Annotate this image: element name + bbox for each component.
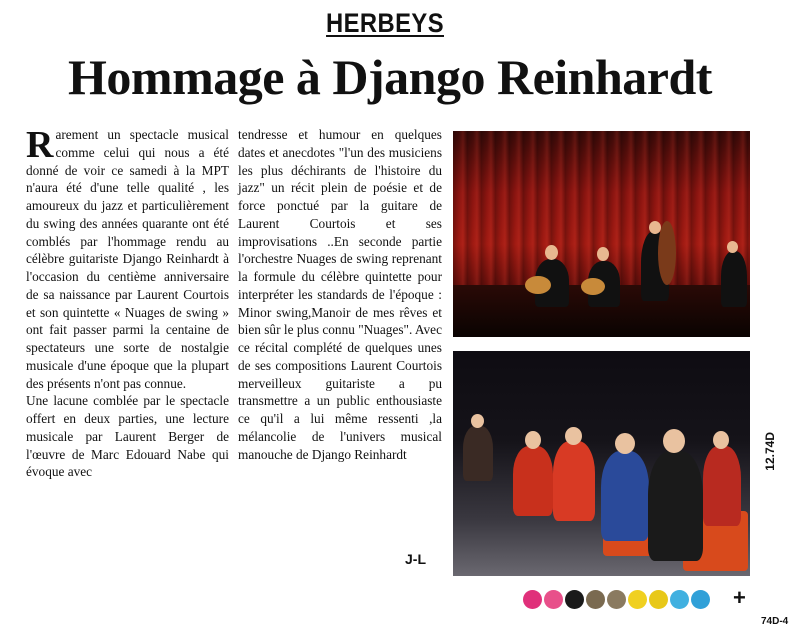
registration-mark-icon: + bbox=[733, 585, 746, 610]
spectator-6-face bbox=[471, 414, 484, 428]
paragraph-1 bbox=[26, 126, 229, 392]
spectator-1-face bbox=[525, 431, 541, 449]
color-swatch bbox=[628, 590, 647, 609]
spectator-4-face bbox=[663, 429, 685, 453]
color-swatch bbox=[691, 590, 710, 609]
kicker-text: HERBEYS bbox=[326, 8, 444, 38]
musician-2-head bbox=[597, 247, 609, 261]
article-column-1 bbox=[26, 126, 229, 481]
guitar-2 bbox=[581, 278, 605, 295]
byline: J-L bbox=[405, 551, 426, 567]
double-bass bbox=[658, 221, 676, 285]
spectator-2 bbox=[553, 441, 595, 521]
audience-photo bbox=[453, 351, 750, 576]
spectator-4 bbox=[648, 451, 703, 561]
spectator-6 bbox=[463, 426, 493, 481]
musician-4-head bbox=[727, 241, 738, 253]
spectator-5 bbox=[703, 446, 741, 526]
spectator-3 bbox=[601, 451, 649, 541]
color-swatch bbox=[586, 590, 605, 609]
article-column-2 bbox=[238, 126, 442, 463]
musician-1-head bbox=[545, 245, 558, 260]
paragraph-2: Une lacune comblée par le spectacle offert en deux parties, une lecture musicale par Laurent Berger de l'œuvre de Marc Edouard Nabe qui évoque avec bbox=[26, 393, 229, 480]
drop-cap: R bbox=[26, 124, 54, 166]
color-swatch bbox=[523, 590, 542, 609]
article-headline: Hommage à Django Reinhardt bbox=[68, 49, 712, 105]
color-swatch bbox=[649, 590, 668, 609]
spectator-1 bbox=[513, 446, 553, 516]
guitar-1 bbox=[525, 276, 551, 294]
side-code: 12.74D bbox=[763, 432, 777, 471]
color-swatch bbox=[670, 590, 689, 609]
spectator-2-face bbox=[565, 427, 582, 445]
musician-4 bbox=[721, 251, 747, 307]
color-swatch bbox=[544, 590, 563, 609]
paragraph-1-text: arement un spectacle musical comme celui qui nous a été donné de voir ce samedi à la MPT n'aura été d'une telle qualité , les amoureux du jazz et particulièrement du swing des années quarante ont été comblés par l'hommage rendu au célèbre guitariste Django Reinhardt à l'occasion du centième anniversaire de sa naissance par Laurent Courtois et son quintette « Nuages de swing » ont fait passer parmi la centaine de spectateurs une sorte de nostalgie musicale d'une époque que la plupart des présents n'ont pas connue. bbox=[26, 127, 229, 391]
spectator-5-face bbox=[713, 431, 729, 449]
article-kicker bbox=[0, 8, 770, 39]
spectator-3-face bbox=[615, 433, 635, 454]
page-code: 74D-4 bbox=[761, 616, 789, 627]
stage-photo bbox=[453, 131, 750, 337]
color-swatch bbox=[607, 590, 626, 609]
paragraph-3: tendresse et humour en quelques dates et anecdotes "l'un des musiciens les plus déchirants de l'histoire du jazz" un récit plein de poésie et de force ponctué par la guitare de Laurent Courtois et ses improvisations ..En seconde partie l'orchestre Nuages de swing reprenant la formule du célèbre quintette pour interpréter les standards de l'époque : Minor swing,Manoir de mes rêves et bien sûr le plus connu "Nuages". Avec ce récital complété de quelques unes de ses compositions Laurent Courtois merveilleux guitariste a pu transmettre a un public enthousiaste ce qu'il a lui même ressenti ,la mélancolie de l'univers musical manouche de Django Reinhardt bbox=[238, 127, 442, 462]
color-swatch bbox=[565, 590, 584, 609]
